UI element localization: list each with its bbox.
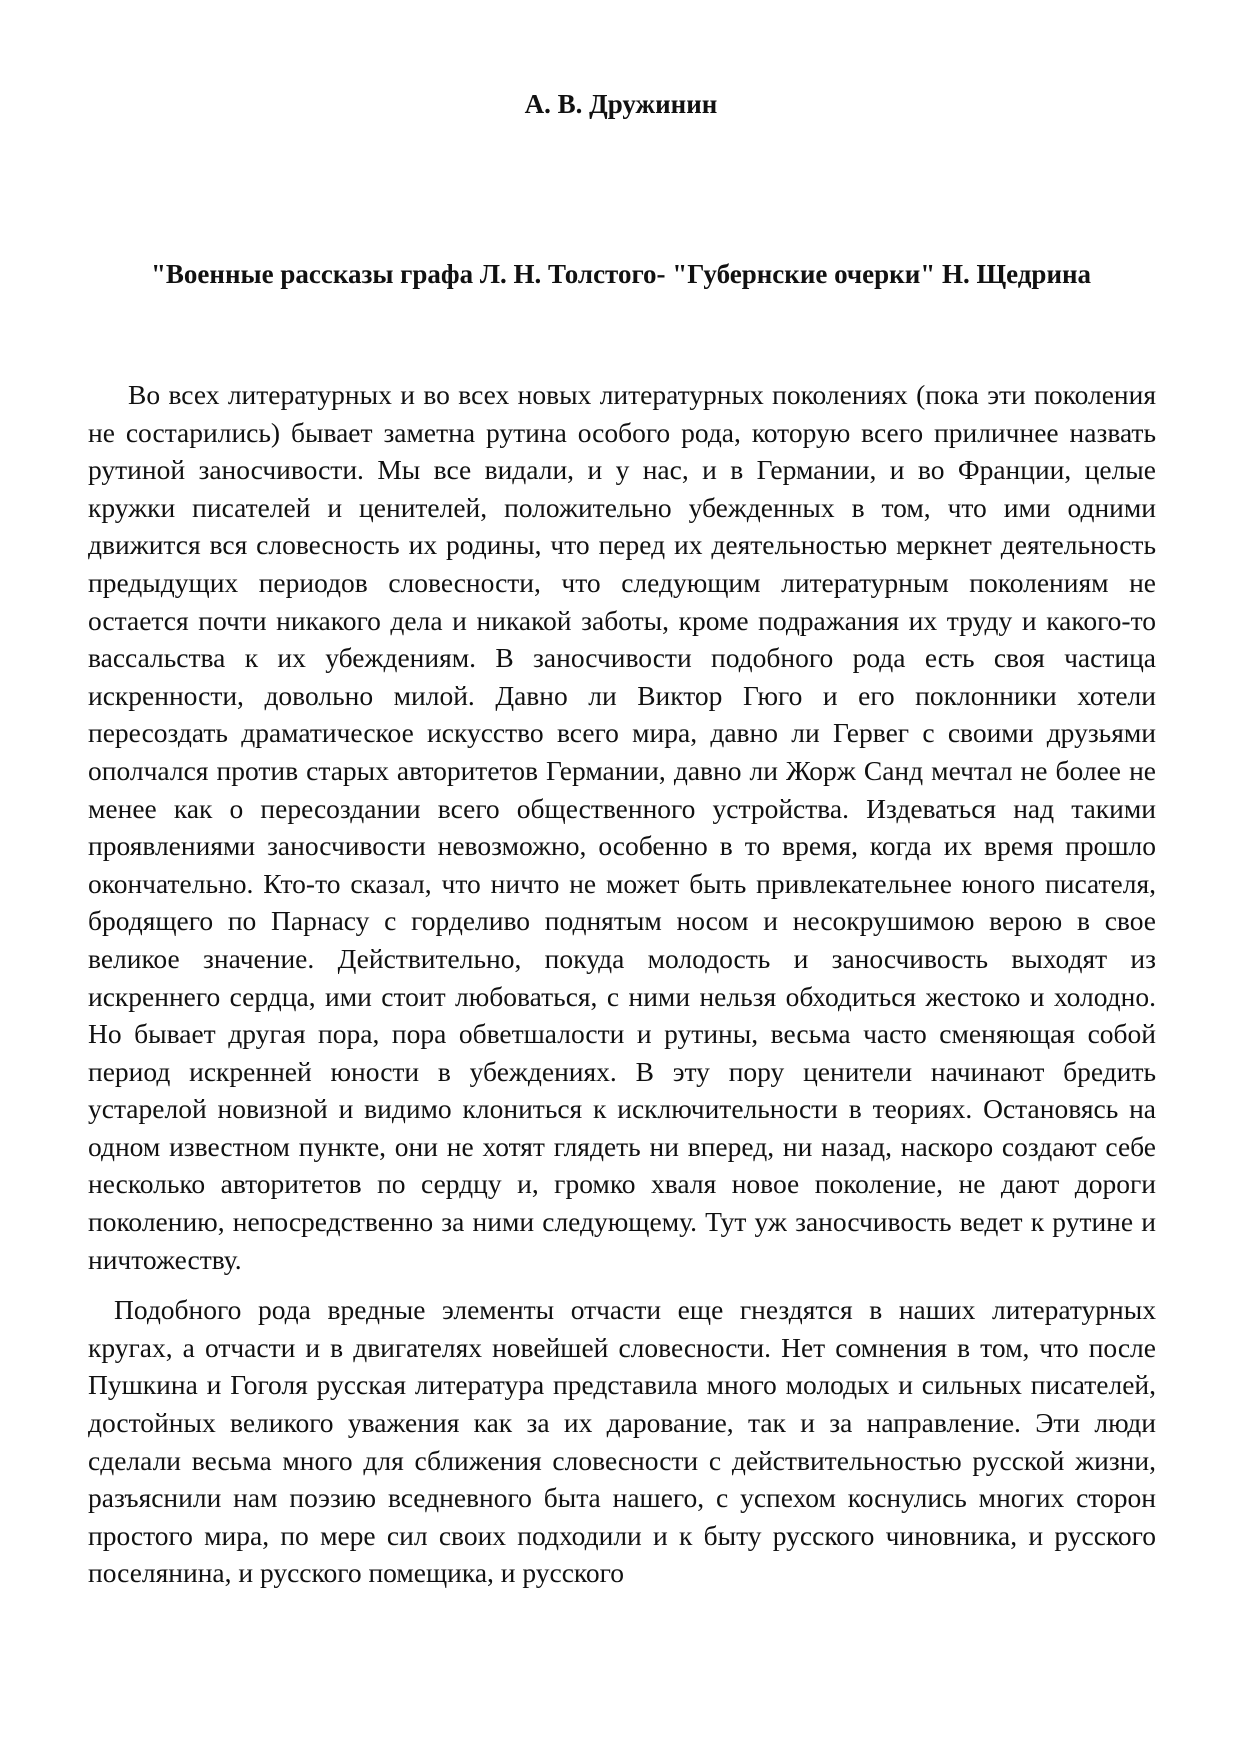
author-name: А. В. Дружинин	[524, 89, 718, 119]
paragraph-2: Подобного рода вредные элементы отчасти еще гнездятся в наших литературных кругах, а отчасти и в двигателях новейшей словесности. Нет сомнения в том, что после Пушкина и Гоголя русская литература представила много молодых и сильных писателей, достойных великого уважения как за их дарование, так и за направление. Эти люди сделали весьма много для сближения словесности с действительностью русской жизни, разъяснили нам поэзию вседневного быта нашего, с успехом коснулись многих сторон простого мира, по мере сил своих подходили и к быту русского чиновника, и русского поселянина, и русского помещика, и русского	[88, 1294, 1156, 1589]
article-title: "Военные рассказы графа Л. Н. Толстого- "Губернские очерки" Н. Щедрина	[150, 259, 1092, 289]
paragraph-1: Во всех литературных и во всех новых литературных поколениях (пока эти поколения не состарились) бывает заметна рутина особого рода, которую всего приличнее назвать рутиной заносчивости. Мы все видали, и у нас, и в Германии, и во Франции, целые кружки писателей и ценителей, положительно убежденных в том, что ими одними движится вся словесность их родины, что перед их деятельностью меркнет деятельность предыдущих периодов словесности, что следующим литературным поколениям не остается почти никакого дела и никакой заботы, кроме подражания их труду и какого-то вассальства к их убеждениям. В заносчивости подобного рода есть своя частица искренности, довольно милой. Давно ли Виктор Гюго и его поклонники хотели пересоздать драматическое искусство всего мира, давно ли Гервег с своими друзьями ополчался против старых авторитетов Германии, давно ли Жорж Санд мечтал не более не менее как о пересоздании всего общественного устройства. Издеваться над такими проявлениями заносчивости невозможно, особенно в то время, когда их время прошло окончательно. Кто-то сказал, что ничто не может быть привлекательнее юного писателя, бродящего по Парнасу с горделиво поднятым носом и несокрушимою верою в свое великое значение. Действительно, покуда молодость и заносчивость выходят из искреннего сердца, ими стоит любоваться, с ними нельзя обходиться жестоко и холодно. Но бывает другая пора, пора обветшалости и рутины, весьма часто сменяющая собой период искренней юности в убеждениях. В эту пору ценители начинают бредить устарелой новизной и видимо клониться к исключительности в теориях. Остановясь на одном известном пункте, они не хотят глядеть ни вперед, ни назад, наскоро создают себе несколько авторитетов по сердцу и, громко хваля новое поколение, не дают дороги поколению, непосредственно за ними следующему. Тут уж заносчивость ведет к рутине и ничтожеству.	[88, 379, 1156, 1275]
article-body	[88, 376, 1156, 1592]
